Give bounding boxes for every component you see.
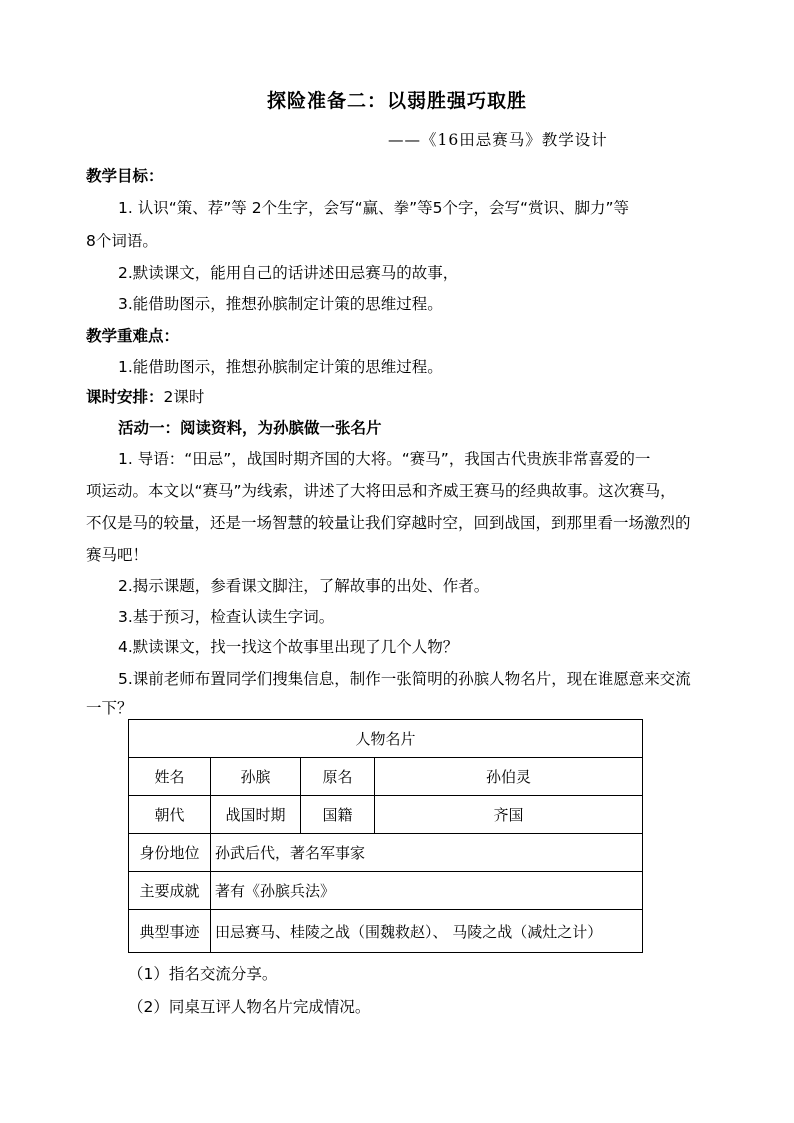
activity-1-p1-line-4: 赛马吧！: [86, 546, 149, 564]
nationality-label: 国籍: [301, 796, 375, 834]
schedule-line: [86, 385, 204, 407]
table-row: [129, 834, 643, 872]
original-name-value: 孙伯灵: [375, 758, 643, 796]
table-row: [129, 720, 643, 758]
schedule-label: 课时安排：: [86, 388, 164, 406]
page-subtitle: ——《16田忌赛马》教学设计: [388, 131, 608, 149]
schedule-value: 2课时: [163, 388, 205, 406]
activity-1-p3: 3.基于预习，检查认读生字词。: [118, 608, 335, 626]
original-name-label: 原名: [301, 758, 375, 796]
table-row: [129, 758, 643, 796]
table-row: [129, 910, 643, 953]
activity-1-p4: 4.默读课文，找一找这个故事里出现了几个人物？: [118, 638, 459, 656]
name-label: 姓名: [129, 758, 211, 796]
goal-item-1-line-1: 1. 认识“策、荐”等 2个生字，会写“赢、拳”等5个字，会写“赏识、脚力”等: [118, 199, 630, 217]
status-value: 孙武后代，著名军事家: [211, 834, 643, 872]
deeds-value: 田忌赛马、桂陵之战（围魏救赵）、 马陵之战（减灶之计）: [211, 910, 643, 953]
after-step-1: （1）指名交流分享。: [128, 965, 278, 983]
person-card-table: [128, 719, 643, 953]
activity-1-p2: 2.揭示课题，参看课文脚注，了解故事的出处、作者。: [118, 577, 490, 595]
dynasty-value: 战国时期: [211, 796, 301, 834]
page-title: 探险准备二：以弱胜强巧取胜: [266, 90, 527, 112]
table-row: [129, 796, 643, 834]
achievement-label: 主要成就: [129, 872, 211, 910]
activity-1-p1-line-1: 1. 导语：“田忌”，战国时期齐国的大将。“赛马”，我国古代贵族非常喜爱的一: [118, 450, 651, 468]
goal-item-3: 3.能借助图示，推想孙膑制定计策的思维过程。: [118, 295, 443, 313]
status-label: 身份地位: [129, 834, 211, 872]
activity-1-p1-line-2: 项运动。本文以“赛马”为线索，讲述了大将田忌和齐威王赛马的经典故事。这次赛马，: [86, 482, 676, 500]
activity-1-p5-line-2: 一下？: [86, 699, 133, 717]
key-point-1: 1.能借助图示，推想孙膑制定计策的思维过程。: [118, 358, 443, 376]
goals-heading: 教学目标：: [86, 167, 164, 185]
dynasty-label: 朝代: [129, 796, 211, 834]
activity-1-heading: 活动一：阅读资料，为孙膑做一张名片: [118, 419, 382, 437]
goal-item-2: 2.默读课文，能用自己的话讲述田忌赛马的故事，: [118, 264, 459, 282]
nationality-value: 齐国: [375, 796, 643, 834]
goal-item-1-line-2: 8个词语。: [86, 232, 158, 250]
activity-1-p5-line-1: 5.课前老师布置同学们搜集信息，制作一张简明的孙膑人物名片，现在谁愿意来交流: [118, 670, 691, 688]
name-value: 孙膑: [211, 758, 301, 796]
after-step-2: （2）同桌互评人物名片完成情况。: [128, 998, 371, 1016]
card-title: 人物名片: [129, 720, 643, 758]
achievement-value: 著有《孙膑兵法》: [211, 872, 643, 910]
key-points-heading: 教学重难点：: [86, 327, 180, 345]
table-row: [129, 872, 643, 910]
activity-1-p1-line-3: 不仅是马的较量，还是一场智慧的较量让我们穿越时空，回到战国，到那里看一场激烈的: [86, 514, 691, 532]
deeds-label: 典型事迹: [129, 910, 211, 953]
